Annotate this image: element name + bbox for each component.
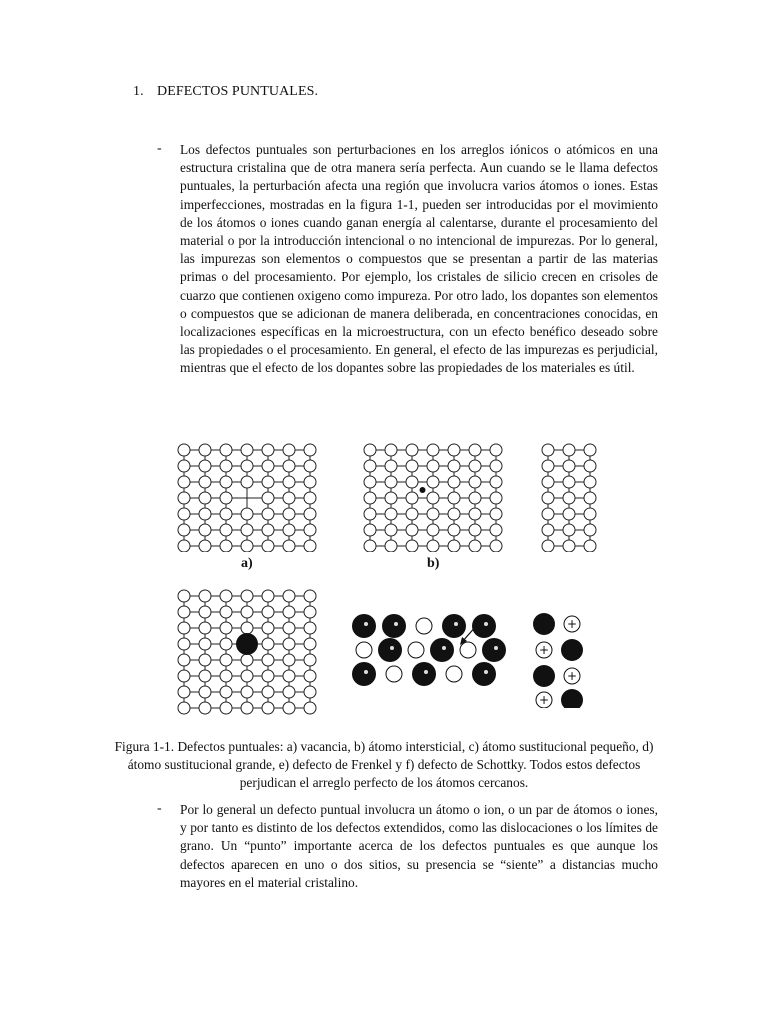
lattice-atom <box>469 540 481 552</box>
interstitial-atom <box>420 487 426 493</box>
lattice-atom <box>283 524 295 536</box>
lattice-atom <box>490 540 502 552</box>
lattice-atom <box>199 460 211 472</box>
lattice-atom <box>304 670 316 682</box>
lattice-atom <box>469 460 481 472</box>
anion <box>482 638 506 662</box>
lattice-atom <box>364 508 376 520</box>
lattice-atom <box>241 670 253 682</box>
lattice-atom <box>304 540 316 552</box>
panel-label-a: a) <box>241 556 253 571</box>
anion <box>352 662 376 686</box>
figure-panel-b-interstitial <box>358 440 508 552</box>
lattice-atom <box>199 540 211 552</box>
lattice-atom <box>220 476 232 488</box>
lattice-atom <box>427 460 439 472</box>
lattice-atom <box>283 670 295 682</box>
heading-number: 1. <box>133 84 144 99</box>
lattice-atom <box>178 606 190 618</box>
lattice-atom <box>304 444 316 456</box>
lattice-atom <box>241 622 253 634</box>
lattice-atom <box>364 444 376 456</box>
lattice-atom <box>584 492 596 504</box>
bullet-marker: - <box>157 141 162 156</box>
figure-panel-f-schottky <box>532 612 602 708</box>
lattice-atom <box>199 702 211 714</box>
lattice-atom <box>262 540 274 552</box>
lattice-atom <box>385 540 397 552</box>
lattice-atom <box>304 686 316 698</box>
lattice-atom <box>469 524 481 536</box>
anion-highlight <box>454 622 458 626</box>
cation <box>356 642 372 658</box>
anion-highlight <box>390 646 394 650</box>
lattice-atom <box>584 460 596 472</box>
lattice-atom <box>448 460 460 472</box>
lattice-atom <box>385 492 397 504</box>
lattice-atom <box>283 606 295 618</box>
lattice-atom <box>563 460 575 472</box>
lattice-atom <box>220 540 232 552</box>
lattice-atom <box>304 638 316 650</box>
lattice-atom <box>448 540 460 552</box>
lattice-atom <box>241 444 253 456</box>
lattice-atom <box>220 654 232 666</box>
lattice-atom <box>241 606 253 618</box>
anion-highlight <box>484 670 488 674</box>
lattice-atom <box>220 622 232 634</box>
lattice-atom <box>427 476 439 488</box>
lattice-atom <box>542 524 554 536</box>
lattice-atom <box>542 492 554 504</box>
lattice-atom <box>584 444 596 456</box>
lattice-atom <box>448 476 460 488</box>
lattice-atom <box>584 540 596 552</box>
lattice-atom <box>199 606 211 618</box>
lattice-atom <box>304 524 316 536</box>
lattice-atom <box>364 460 376 472</box>
lattice-atom <box>262 638 274 650</box>
lattice-atom <box>178 460 190 472</box>
lattice-atom <box>448 524 460 536</box>
figure-panel-a-vacancy <box>172 440 322 552</box>
lattice-atom <box>262 590 274 602</box>
lattice-atom <box>563 444 575 456</box>
lattice-atom <box>241 686 253 698</box>
anion-highlight <box>442 646 446 650</box>
lattice-atom <box>199 670 211 682</box>
lattice-atom <box>406 540 418 552</box>
cation <box>446 666 462 682</box>
lattice-atom <box>178 654 190 666</box>
lattice-atom <box>220 638 232 650</box>
lattice-atom <box>199 590 211 602</box>
lattice-atom <box>283 590 295 602</box>
cation <box>460 642 476 658</box>
lattice-atom <box>241 524 253 536</box>
lattice-atom <box>584 524 596 536</box>
heading-title: DEFECTOS PUNTUALES. <box>157 84 319 99</box>
lattice-atom <box>220 686 232 698</box>
lattice-atom <box>220 590 232 602</box>
lattice-atom <box>199 654 211 666</box>
lattice-atom <box>262 492 274 504</box>
anion-highlight <box>424 670 428 674</box>
lattice-atom <box>262 508 274 520</box>
figure-panel-e-frenkel <box>350 612 515 692</box>
anion-highlight <box>484 622 488 626</box>
lattice-atom <box>199 476 211 488</box>
lattice-atom <box>262 444 274 456</box>
lattice-atom <box>283 622 295 634</box>
lattice-atom <box>178 638 190 650</box>
anion <box>412 662 436 686</box>
anion <box>561 689 583 708</box>
lattice-atom <box>490 508 502 520</box>
anion <box>442 614 466 638</box>
lattice-atom <box>220 670 232 682</box>
lattice-atom <box>283 638 295 650</box>
lattice-atom <box>448 444 460 456</box>
cation <box>416 618 432 634</box>
lattice-atom <box>542 476 554 488</box>
lattice-atom <box>542 444 554 456</box>
lattice-atom <box>220 444 232 456</box>
lattice-atom <box>427 540 439 552</box>
lattice-atom <box>304 622 316 634</box>
anion <box>533 613 555 635</box>
figure-caption: Figura 1-1. Defectos puntuales: a) vacancia, b) átomo intersticial, c) átomo sustitucional pequeño, d) átomo sustitucional grande, e) defecto de Frenkel y f) defecto de Schottky. Todos estos defectos perjudican el arreglo perfecto de los átomos cercanos. <box>114 739 654 791</box>
lattice-atom <box>178 686 190 698</box>
substitutional-atom <box>236 633 258 655</box>
lattice-atom <box>542 540 554 552</box>
lattice-atom <box>220 524 232 536</box>
heading <box>133 84 318 100</box>
lattice-atom <box>406 460 418 472</box>
lattice-atom <box>304 460 316 472</box>
cation <box>386 666 402 682</box>
lattice-atom <box>199 444 211 456</box>
anion <box>382 614 406 638</box>
anion <box>472 662 496 686</box>
lattice-atom <box>490 524 502 536</box>
lattice-atom <box>385 508 397 520</box>
lattice-atom <box>262 606 274 618</box>
lattice-atom <box>199 492 211 504</box>
figure-panel-c-small-substitutional <box>540 440 600 552</box>
lattice-atom <box>283 686 295 698</box>
lattice-atom <box>448 492 460 504</box>
lattice-atom <box>283 492 295 504</box>
lattice-atom <box>199 638 211 650</box>
lattice-atom <box>469 508 481 520</box>
lattice-atom <box>448 508 460 520</box>
lattice-atom <box>178 540 190 552</box>
lattice-atom <box>262 702 274 714</box>
lattice-atom <box>262 460 274 472</box>
lattice-atom <box>283 444 295 456</box>
lattice-atom <box>220 492 232 504</box>
lattice-atom <box>199 622 211 634</box>
lattice-atom <box>490 460 502 472</box>
anion-highlight <box>364 670 368 674</box>
lattice-atom <box>427 492 439 504</box>
lattice-atom <box>406 476 418 488</box>
lattice-atom <box>178 590 190 602</box>
lattice-atom <box>427 508 439 520</box>
lattice-atom <box>178 622 190 634</box>
lattice-atom <box>178 508 190 520</box>
cation <box>408 642 424 658</box>
lattice-atom <box>178 702 190 714</box>
lattice-atom <box>304 654 316 666</box>
lattice-atom <box>178 492 190 504</box>
lattice-atom <box>304 702 316 714</box>
lattice-atom <box>241 460 253 472</box>
lattice-atom <box>469 444 481 456</box>
lattice-atom <box>406 444 418 456</box>
figure-panel-d-large-substitutional <box>172 586 322 720</box>
lattice-atom <box>241 702 253 714</box>
lattice-atom <box>262 524 274 536</box>
lattice-atom <box>199 524 211 536</box>
lattice-atom <box>178 670 190 682</box>
anion <box>533 665 555 687</box>
lattice-atom <box>364 540 376 552</box>
lattice-atom <box>406 508 418 520</box>
lattice-atom <box>220 508 232 520</box>
lattice-atom <box>563 540 575 552</box>
lattice-atom <box>283 540 295 552</box>
lattice-atom <box>283 508 295 520</box>
lattice-atom <box>178 476 190 488</box>
lattice-atom <box>563 524 575 536</box>
cation-sign: + <box>566 669 578 683</box>
lattice-atom <box>385 460 397 472</box>
lattice-atom <box>262 622 274 634</box>
anion <box>378 638 402 662</box>
lattice-atom <box>490 444 502 456</box>
lattice-atom <box>241 508 253 520</box>
lattice-atom <box>304 590 316 602</box>
lattice-atom <box>262 476 274 488</box>
lattice-atom <box>364 492 376 504</box>
lattice-atom <box>584 508 596 520</box>
anion-highlight <box>494 646 498 650</box>
anion-highlight <box>364 622 368 626</box>
lattice-atom <box>563 476 575 488</box>
lattice-atom <box>490 492 502 504</box>
bullet-marker: - <box>157 801 162 816</box>
lattice-atom <box>220 702 232 714</box>
lattice-atom <box>304 476 316 488</box>
cation-sign: + <box>566 617 578 631</box>
lattice-atom <box>241 540 253 552</box>
lattice-atom <box>542 508 554 520</box>
lattice-atom <box>563 492 575 504</box>
anion <box>430 638 454 662</box>
lattice-atom <box>584 476 596 488</box>
lattice-atom <box>364 476 376 488</box>
lattice-atom <box>283 654 295 666</box>
paragraph-intro: Los defectos puntuales son perturbaciones en los arreglos iónicos o atómicos en una estructura cristalina que de otra manera sería perfecta. Aun cuando se le llama defectos puntuales, la perturbación afecta una región que involucra varios átomos o iones. Estas imperfecciones, mostradas en la figura 1-1, pueden ser introducidas por el movimiento de los átomos o iones cuando ganan energía al calentarse, durante el procesamiento del material o por la introducción intencional o no intencional de impurezas. Por lo general, las impurezas son elementos o compuestos que se presentan a partir de las materias primas o del procesamiento. Por ejemplo, los cristales de silicio crecen en crisoles de cuarzo que contienen oxigeno como impureza. Por otro lado, los dopantes son elementos o compuestos que se adicionan de manera deliberada, en concentraciones conocidas, en localizaciones específicas en la microestructura, con un efecto benéfico deseado sobre las propiedades o el procesamiento. En general, el efecto de las impurezas es perjudicial, mientras que el efecto de los dopantes sobre las propiedades de los materiales es útil. <box>180 142 658 376</box>
lattice-atom <box>469 492 481 504</box>
lattice-atom <box>406 524 418 536</box>
lattice-atom <box>241 590 253 602</box>
lattice-atom <box>385 444 397 456</box>
lattice-atom <box>304 508 316 520</box>
lattice-atom <box>220 606 232 618</box>
lattice-atom <box>283 476 295 488</box>
lattice-atom <box>385 524 397 536</box>
lattice-atom <box>364 524 376 536</box>
lattice-atom <box>542 460 554 472</box>
cation-sign: + <box>538 643 550 657</box>
lattice-atom <box>406 492 418 504</box>
anion <box>561 639 583 661</box>
lattice-atom <box>427 444 439 456</box>
lattice-atom <box>178 444 190 456</box>
lattice-atom <box>469 476 481 488</box>
lattice-atom <box>304 492 316 504</box>
lattice-atom <box>241 476 253 488</box>
lattice-atom <box>427 524 439 536</box>
paragraph-point-defects: Por lo general un defecto puntual involucra un átomo o ion, o un par de átomos o iones, y por tanto es distinto de los defectos extendidos, como las dislocaciones o los límites de grano. Un “punto” importante acerca de los defectos puntuales es que aunque los defectos aparecen en uno o dos sitios, su presencia se “siente” a distancias mucho mayores en el material cristalino. <box>180 802 658 890</box>
lattice-atom <box>199 508 211 520</box>
lattice-atom <box>490 476 502 488</box>
cation-sign: + <box>538 693 550 707</box>
lattice-atom <box>262 686 274 698</box>
anion-highlight <box>394 622 398 626</box>
anion <box>352 614 376 638</box>
lattice-atom <box>283 460 295 472</box>
lattice-atom <box>241 654 253 666</box>
lattice-atom <box>563 508 575 520</box>
lattice-atom <box>199 686 211 698</box>
lattice-atom <box>220 460 232 472</box>
panel-label-b: b) <box>427 556 440 571</box>
lattice-atom <box>178 524 190 536</box>
lattice-atom <box>304 606 316 618</box>
lattice-atom <box>262 654 274 666</box>
lattice-atom <box>283 702 295 714</box>
lattice-atom <box>385 476 397 488</box>
lattice-atom <box>262 670 274 682</box>
